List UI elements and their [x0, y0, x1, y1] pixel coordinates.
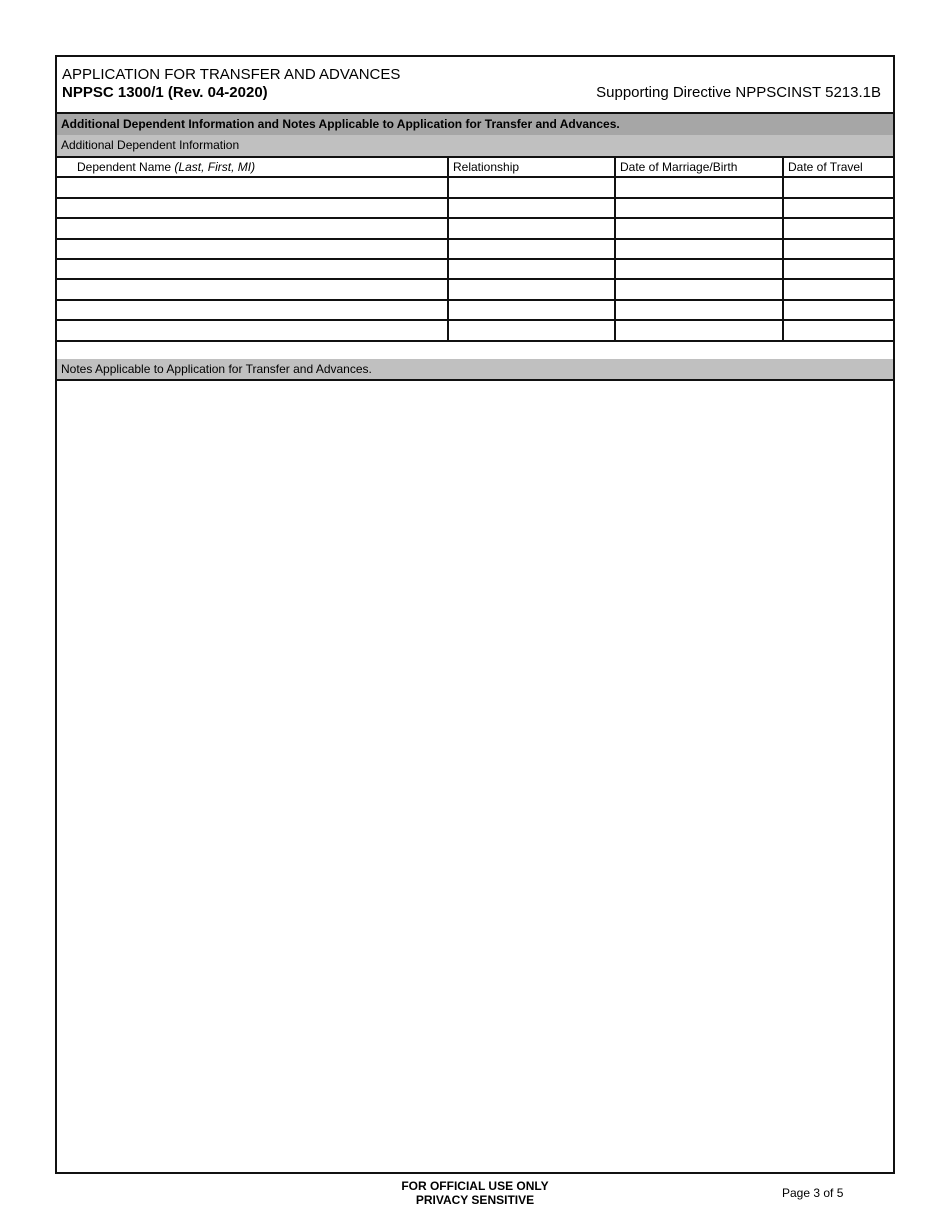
table-row	[57, 259, 893, 279]
col-date-travel: Date of Travel	[783, 157, 893, 177]
name-format-hint: (Last, First, MI)	[174, 159, 256, 174]
date-travel-field[interactable]	[783, 300, 893, 320]
relationship-field[interactable]	[448, 300, 615, 320]
dependent-name-field[interactable]	[57, 279, 448, 299]
form-number: NPPSC 1300/1 (Rev. 04-2020)	[62, 84, 268, 101]
dependent-name-field[interactable]	[57, 320, 448, 340]
date-marriage-birth-field[interactable]	[615, 279, 783, 299]
relationship-field[interactable]	[448, 177, 615, 197]
date-marriage-birth-field[interactable]	[615, 300, 783, 320]
table-row	[57, 239, 893, 259]
date-marriage-birth-field[interactable]	[615, 218, 783, 238]
dependent-name-field[interactable]	[57, 177, 448, 197]
date-travel-field[interactable]	[783, 177, 893, 197]
supporting-directive: Supporting Directive NPPSCINST 5213.1B	[596, 84, 881, 101]
date-marriage-birth-field[interactable]	[615, 320, 783, 340]
date-travel-field[interactable]	[783, 279, 893, 299]
relationship-field[interactable]	[448, 198, 615, 218]
table-row	[57, 300, 893, 320]
col-dependent-name: Dependent Name (Last, First, MI)	[57, 157, 448, 177]
table-row	[57, 177, 893, 197]
dependent-name-field[interactable]	[57, 218, 448, 238]
footer-line-official-use: FOR OFFICIAL USE ONLY	[401, 1179, 549, 1193]
date-travel-field[interactable]	[783, 218, 893, 238]
section-title: Additional Dependent Information and Notes Applicable to Application for Transfer and Advances.	[57, 112, 893, 136]
table-row	[57, 320, 893, 340]
date-marriage-birth-field[interactable]	[615, 239, 783, 259]
page-number: Page 3 of 5	[782, 1186, 844, 1200]
dependent-name-field[interactable]	[57, 300, 448, 320]
notes-textarea[interactable]	[57, 381, 893, 1172]
dependents-subsection-title: Additional Dependent Information	[57, 135, 893, 158]
dependent-name-field[interactable]	[57, 259, 448, 279]
table-row	[57, 218, 893, 238]
dependent-name-field[interactable]	[57, 198, 448, 218]
relationship-field[interactable]	[448, 279, 615, 299]
table-row	[57, 198, 893, 218]
relationship-field[interactable]	[448, 259, 615, 279]
date-marriage-birth-field[interactable]	[615, 177, 783, 197]
relationship-field[interactable]	[448, 320, 615, 340]
date-travel-field[interactable]	[783, 259, 893, 279]
col-date-marriage-birth: Date of Marriage/Birth	[615, 157, 783, 177]
table-header-row	[57, 157, 893, 177]
form-page	[55, 55, 895, 1174]
date-travel-field[interactable]	[783, 320, 893, 340]
table-row	[57, 279, 893, 299]
notes-subsection-title: Notes Applicable to Application for Transfer and Advances.	[57, 359, 893, 381]
form-header	[57, 57, 893, 112]
relationship-field[interactable]	[448, 218, 615, 238]
form-title: APPLICATION FOR TRANSFER AND ADVANCES	[62, 66, 401, 83]
date-travel-field[interactable]	[783, 198, 893, 218]
date-marriage-birth-field[interactable]	[615, 198, 783, 218]
dependents-table	[57, 157, 893, 342]
relationship-field[interactable]	[448, 239, 615, 259]
col-relationship: Relationship	[448, 157, 615, 177]
date-marriage-birth-field[interactable]	[615, 259, 783, 279]
footer-line-privacy: PRIVACY SENSITIVE	[415, 1193, 535, 1207]
date-travel-field[interactable]	[783, 239, 893, 259]
dependent-name-field[interactable]	[57, 239, 448, 259]
